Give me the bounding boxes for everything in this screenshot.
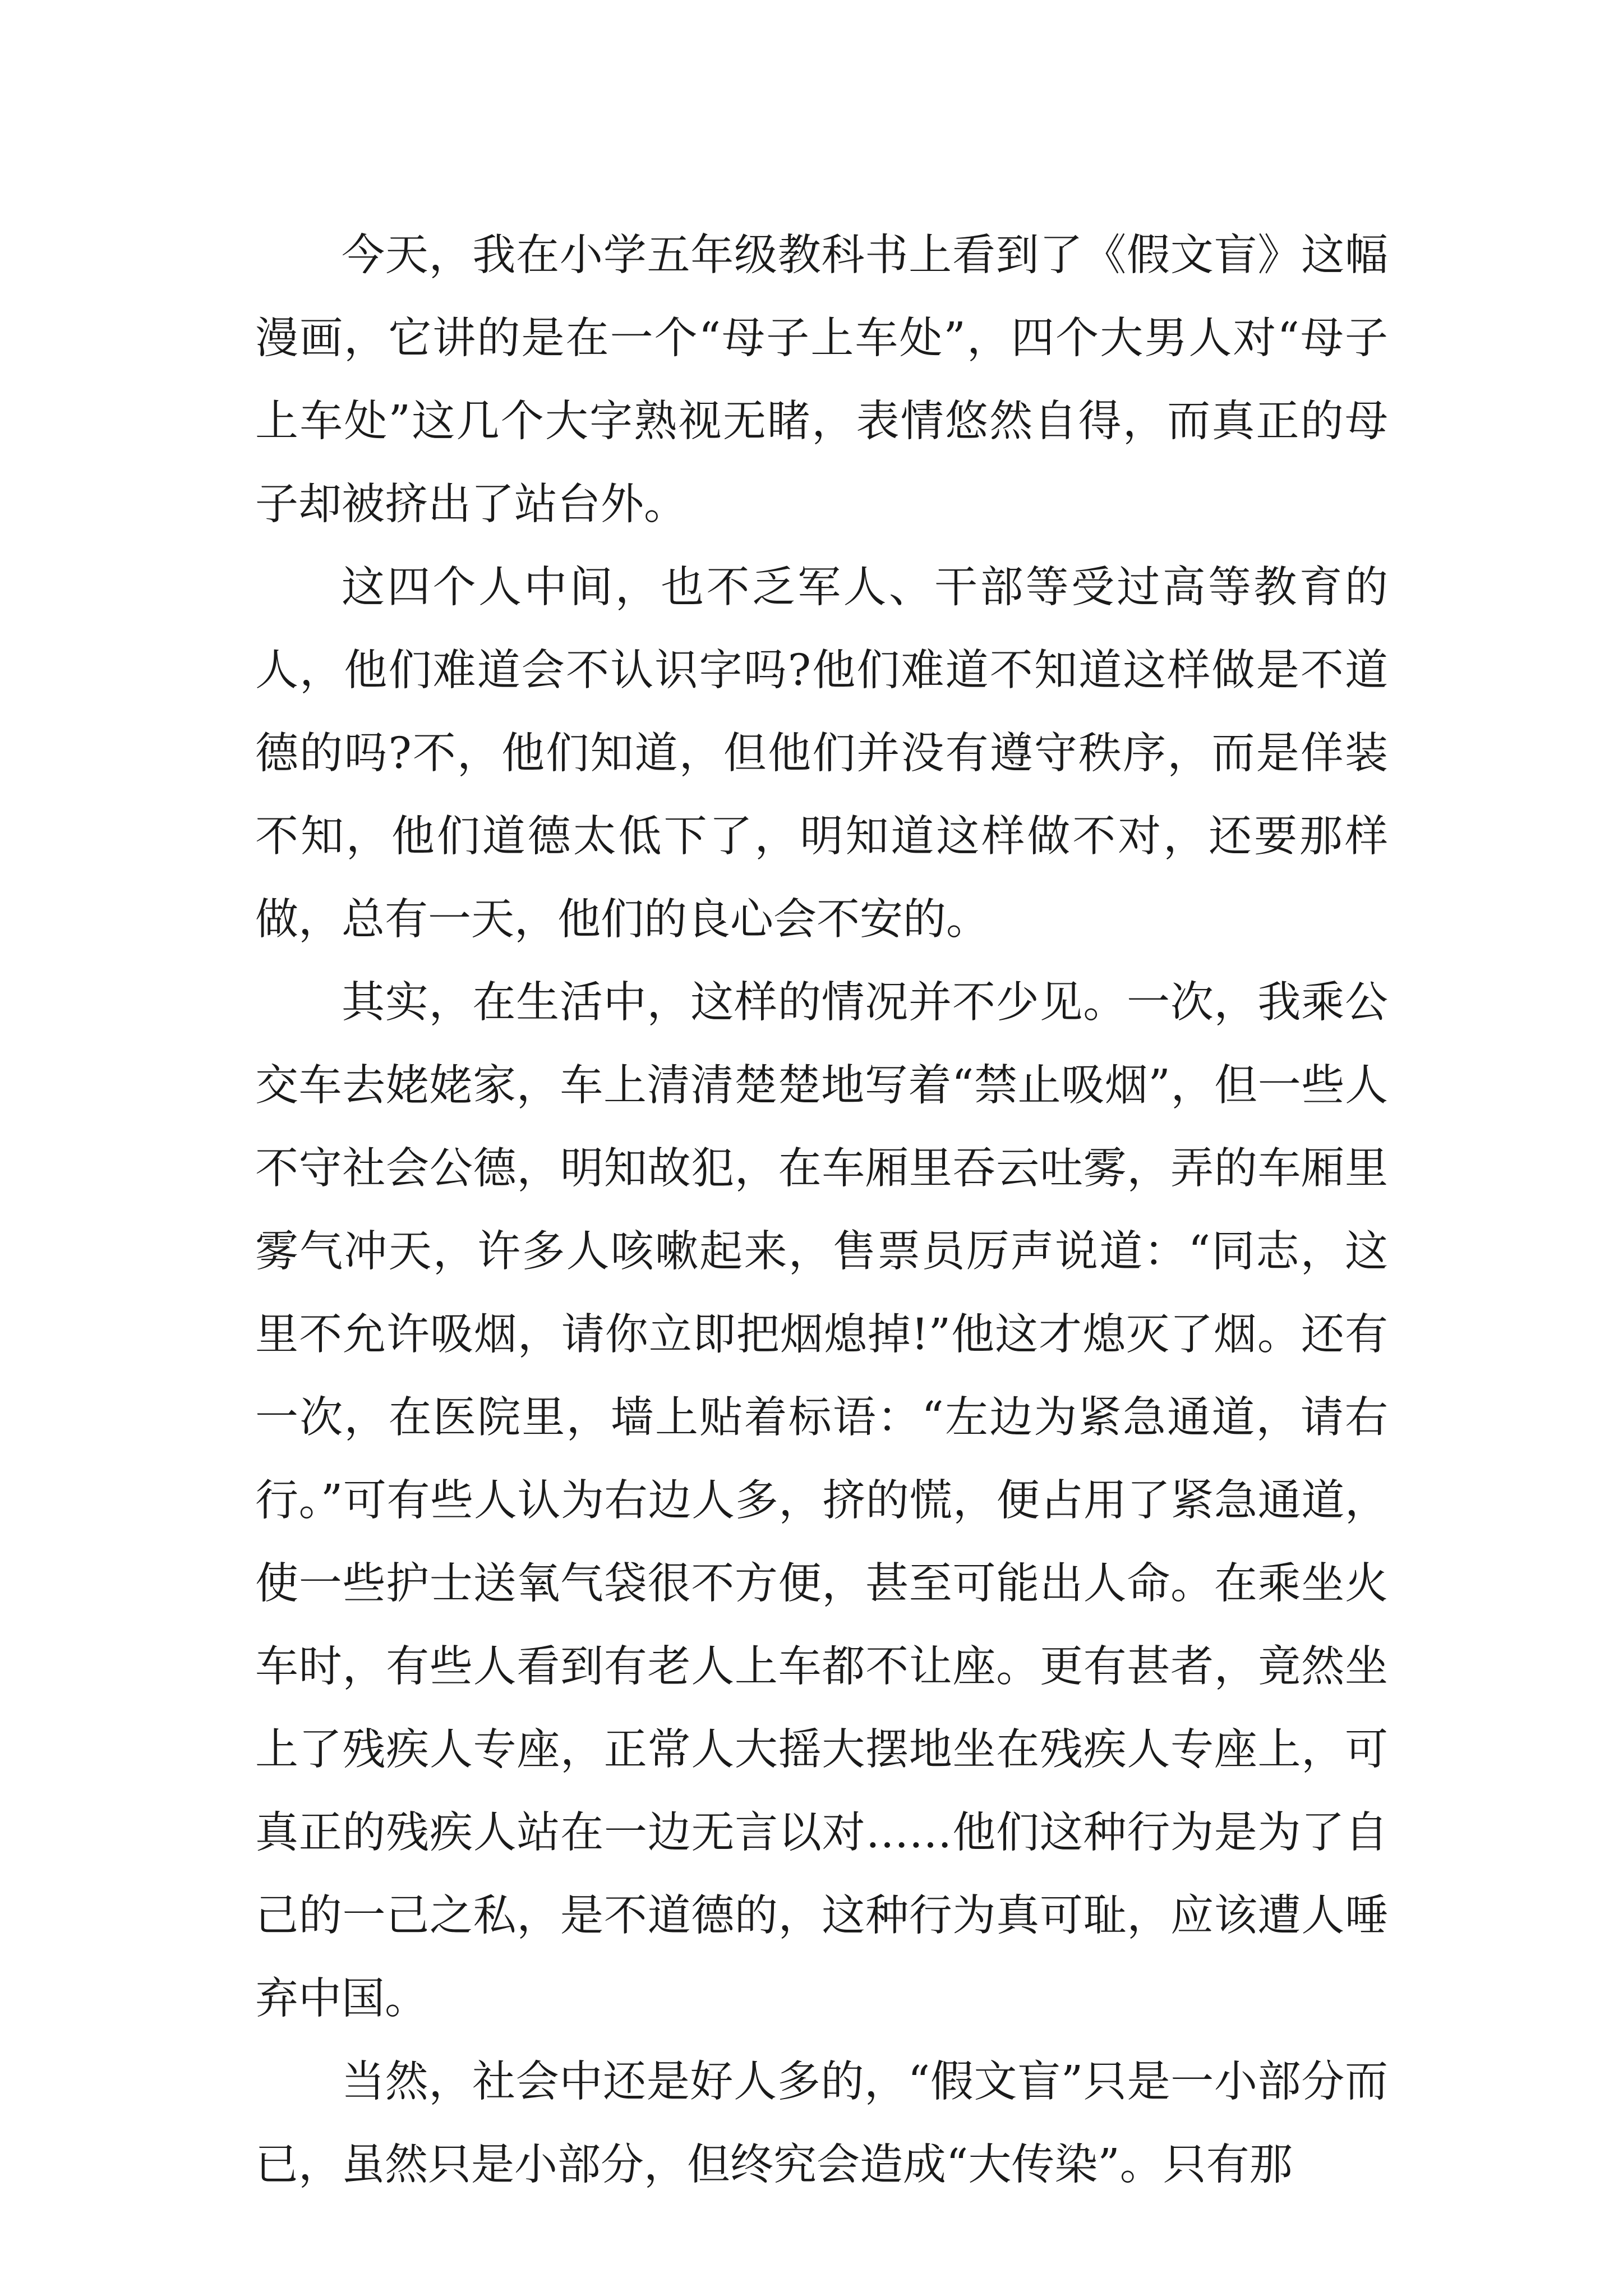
paragraph-2: 这四个人中间，也不乏军人、干部等受过高等教育的人，他们难道会不认识字吗?他们难道不知道这样做是不道德的吗?不，他们知道，但他们并没有遵守秩序，而是佯装不知，他们道德太低下了，明知道这样做不对，还要那样做，总有一天，他们的良心会不安的。 <box>255 563 1388 945</box>
paragraph-4: 当然，社会中还是好人多的，“假文盲”只是一小部分而已，虽然只是小部分，但终究会造成“大传染”。只有那 <box>255 2057 1388 2190</box>
document-body <box>255 214 1388 2207</box>
paragraph-3: 其实，在生活中，这样的情况并不少见。一次，我乘公交车去姥姥家，车上清清楚楚地写着“禁止吸烟”，但一些人不守社会公德，明知故犯，在车厢里吞云吐雾，弄的车厢里雾气冲天，许多人咳嗽起来，售票员厉声说道：“同志，这里不允许吸烟，请你立即把烟熄掉!”他这才熄灭了烟。还有一次，在医院里，墙上贴着标语：“左边为紧急通道，请右行。”可有些人认为右边人多，挤的慌，便占用了紧急通道，使一些护士送氧气袋很不方便，甚至可能出人命。在乘坐火车时，有些人看到有老人上车都不让座。更有甚者，竟然坐上了残疾人专座，正常人大摇大摆地坐在残疾人专座上，可真正的残疾人站在一边无言以对……他们这种行为是为了自己的一己之私，是不道德的，这种行为真可耻，应该遭人唾弃中国。 <box>255 978 1388 2024</box>
paragraph-1: 今天，我在小学五年级教科书上看到了《假文盲》这幅漫画，它讲的是在一个“母子上车处”，四个大男人对“母子上车处”这几个大字熟视无睹，表情悠然自得，而真正的母子却被挤出了站台外。 <box>255 231 1388 530</box>
